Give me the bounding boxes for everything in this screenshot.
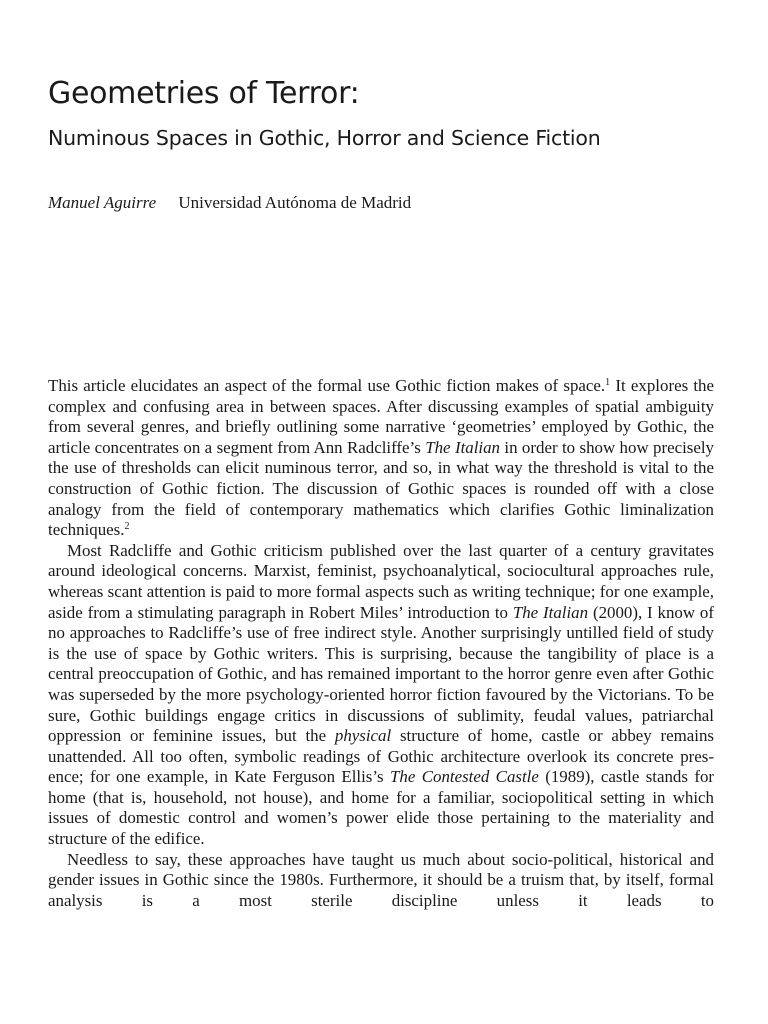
- body-paragraph: [48, 541, 714, 850]
- italic-title: The Italian: [425, 437, 500, 457]
- text-run: Needless to say, these approaches have taught us much about socio-political, historical and gender issues in Gothic since the 1980s. Furthermore, it should be a truism that, by itself, formal analysis is a most sterile discipline unless it leads to: [48, 849, 714, 910]
- text-run: in order to show how precisely the use of thresholds can elicit numinous terror, and so, in what way the threshold is vital to the construction of Gothic fiction. The discussion of Gothic spaces is rounded off with a close analogy from the field of contemporary mathematics which clarifies Gothic liminalization techniques.: [48, 437, 714, 540]
- footnote-marker: 2: [124, 521, 130, 533]
- byline: [48, 192, 411, 214]
- footnote-marker: 1: [605, 377, 611, 388]
- abstract-paragraph: [48, 376, 714, 541]
- text-run: It explores the complex and confusing area in between spaces. After discussing examples of spatial ambiguity from several genres, and briefly outlining some narrative ‘geometries’ employed by Gothic, the article concentrates on a segment from Ann Radcliffe’s: [48, 376, 715, 457]
- article-subtitle: Numinous Spaces in Gothic, Horror and Science Fiction: [48, 126, 601, 150]
- text-run: (1989), castle stands for home (that is, household, not house), and home for a familiar, sociopolitical setting in which issues of domestic control and women’s power elide those pertaining to the materiality and structure of the edifice.: [48, 767, 715, 849]
- text-run: structure of home, castle or abbey remains unattended. All too often, symbolic readings of Gothic architecture overlook its concrete presence; for one example, in Kate Ferguson Ellis’s: [48, 726, 715, 787]
- italic-emphasis: physical: [334, 726, 392, 746]
- article-title: Geometries of Terror:: [48, 76, 360, 111]
- body-paragraph: [48, 850, 714, 953]
- text-run: This article elucidates an aspect of the formal use Gothic fiction makes of space.: [48, 376, 606, 395]
- italic-title: The Italian: [512, 602, 589, 622]
- author-name: Manuel Aguirre: [48, 193, 157, 212]
- text-run: Most Radcliffe and Gothic criticism published over the last quarter of a century gravitates around ideological concerns. Marxist, feminist, psychoanalytical, sociocultural approaches rule, whereas scant attention is paid to more formal aspects such as writing technique; for one example, aside from a stimulating paragraph in Robert Miles’ introduction to: [48, 540, 714, 622]
- text-run: (2000), I know of no approaches to Radcliffe’s use of free indirect style. Another surprisingly untilled field of study is the use of space by Gothic writers. This is surprising, because the tangibility of place is a central preoccupation of Gothic, and has remained important to the horror genre even after Gothic was superseded by the more psychology-oriented horror fiction favoured by the Victorians. To be sure, Gothic buildings engage critics in discussions of sublimity, feudal values, patriarchal oppression or feminine issues, but the: [48, 602, 715, 746]
- article-body: [48, 376, 714, 953]
- italic-title: The Contested Castle: [390, 767, 539, 787]
- author-affiliation: Universidad Autónoma de Madrid: [178, 193, 412, 212]
